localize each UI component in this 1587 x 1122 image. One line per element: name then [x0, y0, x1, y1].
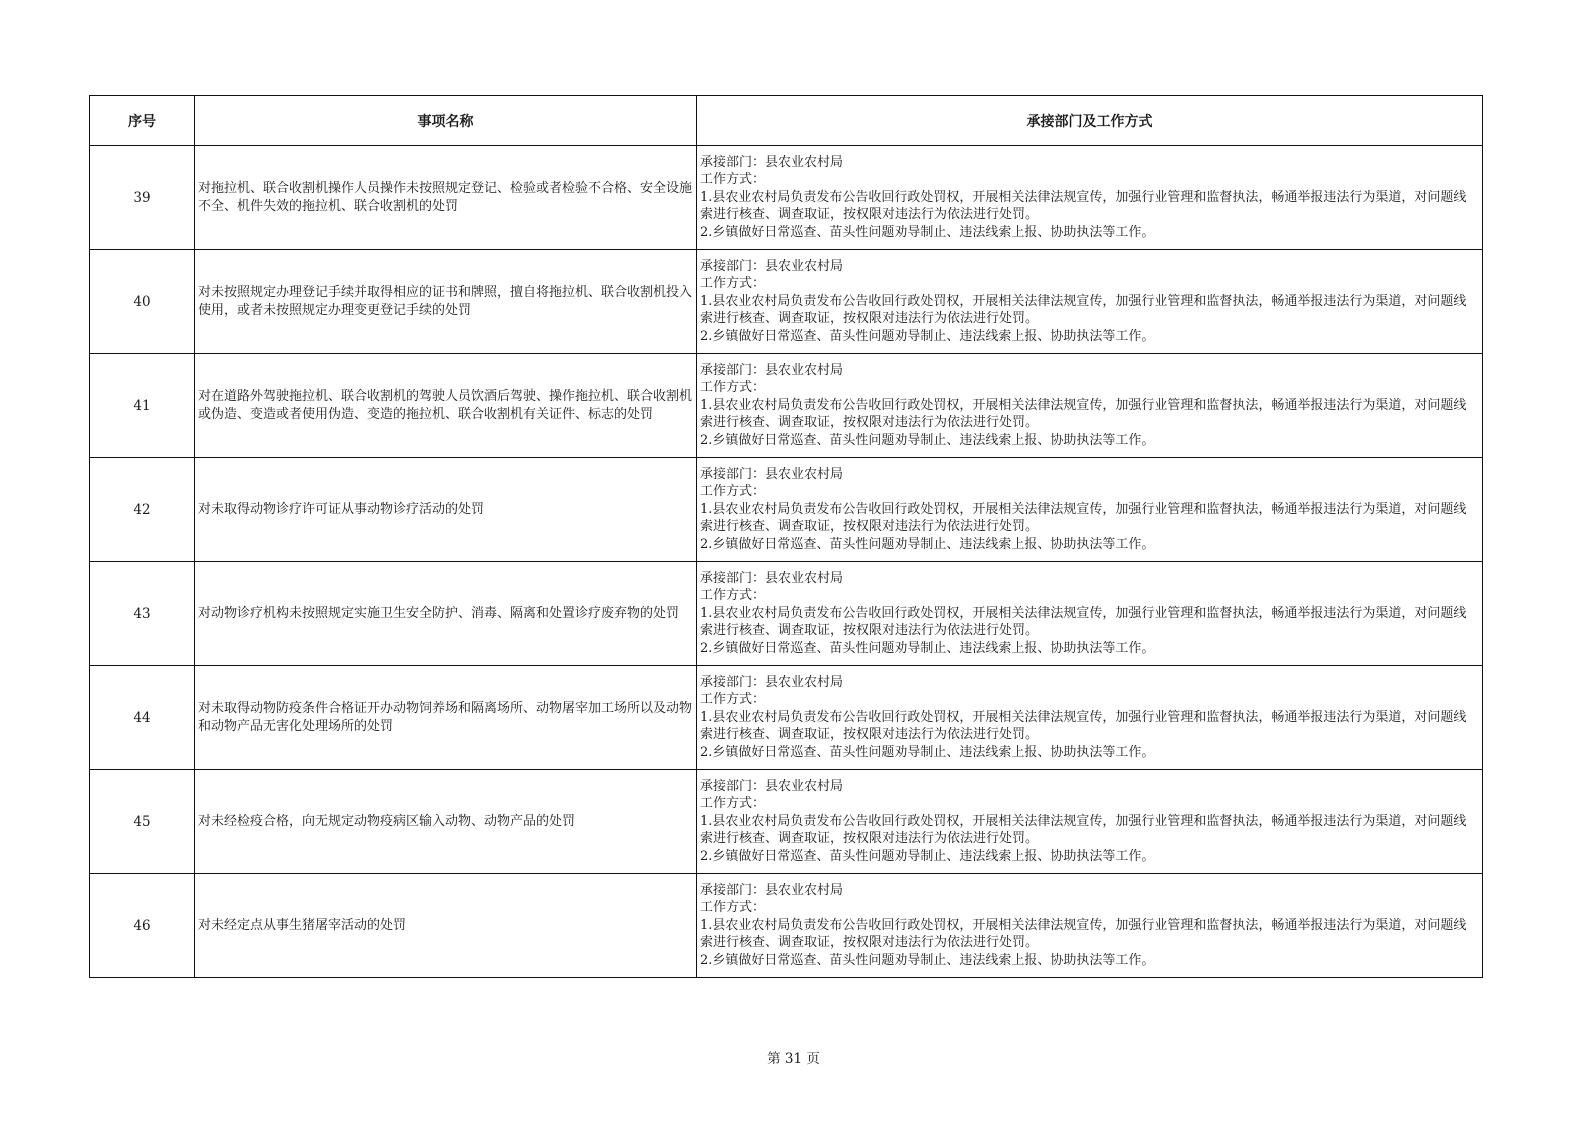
- department-method-line: 工作方式：: [700, 796, 766, 812]
- row-serial-number: 44: [90, 666, 195, 770]
- department-method-line: 2.乡镇做好日常巡查、苗头性问题劝导制止、违法线索上报、协助执法等工作。: [700, 432, 1155, 448]
- department-method-line: 承接部门：县农业农村局: [700, 778, 844, 794]
- department-method-line: 2.乡镇做好日常巡查、苗头性问题劝导制止、违法线索上报、协助执法等工作。: [700, 640, 1155, 656]
- table-row: [90, 770, 1483, 874]
- department-method-line: 工作方式：: [700, 276, 766, 292]
- table-row: [90, 146, 1483, 250]
- row-department-method: [697, 250, 1483, 354]
- row-item-name: 对未取得动物诊疗许可证从事动物诊疗活动的处罚: [195, 458, 697, 562]
- department-method-line: 2.乡镇做好日常巡查、苗头性问题劝导制止、违法线索上报、协助执法等工作。: [700, 744, 1155, 760]
- department-method-line: 工作方式：: [700, 692, 766, 708]
- page-number: 第 31 页: [767, 1051, 820, 1067]
- table-row: [90, 250, 1483, 354]
- department-method-line: 承接部门：县农业农村局: [700, 674, 844, 690]
- department-method-line: 承接部门：县农业农村局: [700, 466, 844, 482]
- department-method-line: 2.乡镇做好日常巡查、苗头性问题劝导制止、违法线索上报、协助执法等工作。: [700, 224, 1155, 240]
- row-serial-number: 39: [90, 146, 195, 250]
- row-department-method: [697, 562, 1483, 666]
- table-row: [90, 666, 1483, 770]
- row-serial-number: 40: [90, 250, 195, 354]
- row-serial-number: 45: [90, 770, 195, 874]
- department-method-line: 2.乡镇做好日常巡查、苗头性问题劝导制止、违法线索上报、协助执法等工作。: [700, 952, 1155, 968]
- table-row: [90, 874, 1483, 978]
- row-department-method: [697, 770, 1483, 874]
- items-table: [89, 95, 1483, 978]
- row-item-name: 对拖拉机、联合收割机操作人员操作未按照规定登记、检验或者检验不合格、安全设施不全、机件失效的拖拉机、联合收割机的处罚: [195, 146, 697, 250]
- department-method-line: 承接部门：县农业农村局: [700, 882, 844, 898]
- row-department-method: [697, 666, 1483, 770]
- department-method-line: 1.县农业农村局负责发布公告收回行政处罚权，开展相关法律法规宣传，加强行业管理和监督执法，畅通举报违法行为渠道，对问题线索进行核查、调查取证，按权限对违法行为依法进行处罚。: [700, 917, 1467, 951]
- department-method-line: 工作方式：: [700, 172, 766, 188]
- row-department-method: [697, 458, 1483, 562]
- row-serial-number: 43: [90, 562, 195, 666]
- department-method-line: 1.县农业农村局负责发布公告收回行政处罚权，开展相关法律法规宣传，加强行业管理和监督执法，畅通举报违法行为渠道，对问题线索进行核查、调查取证，按权限对违法行为依法进行处罚。: [700, 605, 1467, 639]
- header-serial-number: 序号: [90, 96, 195, 146]
- department-method-line: 1.县农业农村局负责发布公告收回行政处罚权，开展相关法律法规宣传，加强行业管理和监督执法，畅通举报违法行为渠道，对问题线索进行核查、调查取证，按权限对违法行为依法进行处罚。: [700, 397, 1467, 431]
- row-department-method: [697, 874, 1483, 978]
- row-serial-number: 46: [90, 874, 195, 978]
- department-method-line: 1.县农业农村局负责发布公告收回行政处罚权，开展相关法律法规宣传，加强行业管理和监督执法，畅通举报违法行为渠道，对问题线索进行核查、调查取证，按权限对违法行为依法进行处罚。: [700, 293, 1467, 327]
- row-serial-number: 42: [90, 458, 195, 562]
- department-method-line: 工作方式：: [700, 588, 766, 604]
- table-row: [90, 562, 1483, 666]
- department-method-line: 1.县农业农村局负责发布公告收回行政处罚权，开展相关法律法规宣传，加强行业管理和监督执法，畅通举报违法行为渠道，对问题线索进行核查、调查取证，按权限对违法行为依法进行处罚。: [700, 189, 1467, 223]
- department-method-line: 2.乡镇做好日常巡查、苗头性问题劝导制止、违法线索上报、协助执法等工作。: [700, 328, 1155, 344]
- header-department-method: 承接部门及工作方式: [697, 96, 1483, 146]
- department-method-line: 承接部门：县农业农村局: [700, 362, 844, 378]
- row-department-method: [697, 354, 1483, 458]
- department-method-line: 工作方式：: [700, 380, 766, 396]
- header-item-name: 事项名称: [195, 96, 697, 146]
- table-header-row: [90, 96, 1483, 146]
- department-method-line: 1.县农业农村局负责发布公告收回行政处罚权，开展相关法律法规宣传，加强行业管理和监督执法，畅通举报违法行为渠道，对问题线索进行核查、调查取证，按权限对违法行为依法进行处罚。: [700, 709, 1467, 743]
- department-method-line: 2.乡镇做好日常巡查、苗头性问题劝导制止、违法线索上报、协助执法等工作。: [700, 536, 1155, 552]
- department-method-line: 承接部门：县农业农村局: [700, 570, 844, 586]
- row-item-name: 对在道路外驾驶拖拉机、联合收割机的驾驶人员饮酒后驾驶、操作拖拉机、联合收割机或伪造、变造或者使用伪造、变造的拖拉机、联合收割机有关证件、标志的处罚: [195, 354, 697, 458]
- row-department-method: [697, 146, 1483, 250]
- table-row: [90, 354, 1483, 458]
- department-method-line: 工作方式：: [700, 484, 766, 500]
- department-method-line: 工作方式：: [700, 900, 766, 916]
- department-method-line: 2.乡镇做好日常巡查、苗头性问题劝导制止、违法线索上报、协助执法等工作。: [700, 848, 1155, 864]
- department-method-line: 承接部门：县农业农村局: [700, 154, 844, 170]
- row-item-name: 对动物诊疗机构未按照规定实施卫生安全防护、消毒、隔离和处置诊疗废弃物的处罚: [195, 562, 697, 666]
- row-item-name: 对未经定点从事生猪屠宰活动的处罚: [195, 874, 697, 978]
- department-method-line: 1.县农业农村局负责发布公告收回行政处罚权，开展相关法律法规宣传，加强行业管理和监督执法，畅通举报违法行为渠道，对问题线索进行核查、调查取证，按权限对违法行为依法进行处罚。: [700, 501, 1467, 535]
- table-row: [90, 458, 1483, 562]
- row-item-name: 对未按照规定办理登记手续并取得相应的证书和牌照，擅自将拖拉机、联合收割机投入使用，或者未按照规定办理变更登记手续的处罚: [195, 250, 697, 354]
- department-method-line: 1.县农业农村局负责发布公告收回行政处罚权，开展相关法律法规宣传，加强行业管理和监督执法，畅通举报违法行为渠道，对问题线索进行核查、调查取证，按权限对违法行为依法进行处罚。: [700, 813, 1467, 847]
- department-method-line: 承接部门：县农业农村局: [700, 258, 844, 274]
- row-serial-number: 41: [90, 354, 195, 458]
- row-item-name: 对未取得动物防疫条件合格证开办动物饲养场和隔离场所、动物屠宰加工场所以及动物和动物产品无害化处理场所的处罚: [195, 666, 697, 770]
- row-item-name: 对未经检疫合格，向无规定动物疫病区输入动物、动物产品的处罚: [195, 770, 697, 874]
